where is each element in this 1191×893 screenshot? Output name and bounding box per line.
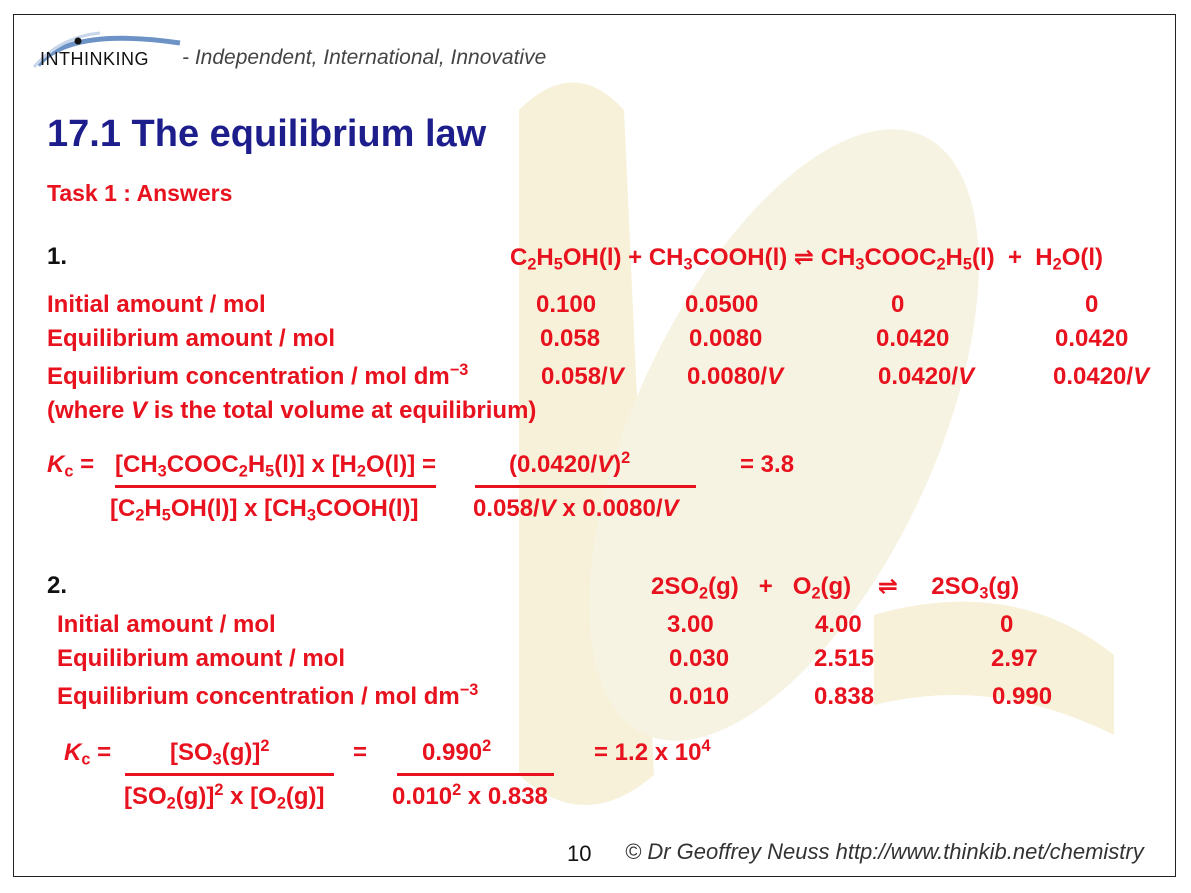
- tagline: - Independent, International, Innovative: [182, 46, 547, 69]
- q1-equilibrium-value: 0.058: [540, 325, 601, 352]
- q1-kc-numerator: $[CH_3COOC_2H_5(l)]$ x $[H_2O(l)]$ =: [115, 451, 436, 481]
- q1-initial-value: 0: [891, 291, 905, 318]
- q1-initial-label: Initial amount / mol: [47, 291, 266, 318]
- q2-initial-value: 3.00: [667, 611, 714, 638]
- q2-equilibrium-value: 2.515: [814, 645, 875, 672]
- slide: [13, 14, 1176, 877]
- equilibrium-arrow-icon: ⇌: [877, 573, 898, 600]
- q1-concentration-value: 0.0080/V: [687, 363, 784, 390]
- q2-equilibrium-value: 2.97: [991, 645, 1038, 672]
- q1-equilibrium-value: 0.0420: [1055, 325, 1129, 352]
- q2-kc-denominator: $[SO_2(g)]^2$ x $[O_2(g)]$: [124, 781, 325, 813]
- q1-kc-value-denominator: 0.058/V x 0.0080/V: [473, 495, 679, 522]
- logo-text: INTHINKING: [40, 49, 150, 69]
- q2-initial-value: 4.00: [815, 611, 862, 638]
- q1-initial-value: 0.100: [536, 291, 597, 318]
- q2-equation: $2SO_2(g) + O_2(g)$ ⇌ $2SO_3(g)$: [651, 573, 1020, 603]
- q1-concentration-value: 0.0420/V: [878, 363, 975, 390]
- q1-kc-symbol: $K_c$ =: [47, 451, 95, 481]
- q1-concentration-label: Equilibrium concentration / mol $dm^{-3}$: [47, 361, 469, 390]
- equilibrium-arrow-icon: ⇌: [793, 244, 815, 271]
- q1-fraction-line: [115, 485, 436, 488]
- q1-value-fraction-line: [475, 485, 696, 488]
- q2-kc-value-numerator: 0.990$^2$: [422, 737, 492, 766]
- copyright-footer: © Dr Geoffrey Neuss http://www.thinkib.net/chemistry: [625, 839, 1144, 864]
- q2-kc-value-denominator: 0.010$^2$ x 0.838: [392, 781, 548, 810]
- q1-concentration-value: 0.058/V: [541, 363, 624, 390]
- q2-value-fraction-line: [397, 773, 554, 776]
- q2-initial-value: 0: [1000, 611, 1014, 638]
- q2-equals-sign: =: [353, 739, 368, 766]
- q2-concentration-label: Equilibrium concentration / mol $dm^{-3}$: [57, 681, 479, 710]
- task-subtitle: Task 1 : Answers: [47, 180, 233, 206]
- q1-kc-result: = 3.8: [740, 451, 795, 478]
- q1-equilibrium-label: Equilibrium amount / mol: [47, 325, 335, 352]
- q2-equilibrium-label: Equilibrium amount / mol: [57, 645, 345, 672]
- q2-kc-numerator: $[SO_3(g)]^2$: [170, 737, 270, 769]
- q1-equilibrium-value: 0.0080: [689, 325, 763, 352]
- q2-equilibrium-value: 0.030: [669, 645, 730, 672]
- q2-initial-label: Initial amount / mol: [57, 611, 276, 638]
- q1-concentration-value: 0.0420/V: [1053, 363, 1150, 390]
- q1-kc-denominator: $[C_2H_5OH(l)]$ x $[CH_3COOH(l)]$: [110, 495, 419, 525]
- q1-initial-value: 0.0500: [685, 291, 759, 318]
- q1-equation: $C_2H_5OH(l)$ + $CH_3COOH(l)$ ⇌ $CH_3COOC_2H_5(l) + H_2O(l)$: [510, 244, 1104, 274]
- q2-kc-result: = 1.2 x $10^4$: [594, 737, 711, 766]
- question-2-number: 2.: [47, 572, 68, 599]
- page-number: 10: [567, 841, 592, 866]
- q1-note: (where V is the total volume at equilibrium): [47, 397, 537, 424]
- q1-kc-value-numerator: $(0.0420/V)^2$: [509, 449, 631, 478]
- q1-initial-value: 0: [1085, 291, 1099, 318]
- q2-fraction-line: [125, 773, 334, 776]
- q2-concentration-value: 0.010: [669, 683, 730, 710]
- q1-equilibrium-value: 0.0420: [876, 325, 950, 352]
- q2-kc-symbol: $K_c$ =: [64, 739, 112, 769]
- page-title: 17.1 The equilibrium law: [47, 113, 487, 155]
- question-1-number: 1.: [47, 243, 68, 270]
- q2-concentration-value: 0.838: [814, 683, 875, 710]
- q2-concentration-value: 0.990: [992, 683, 1053, 710]
